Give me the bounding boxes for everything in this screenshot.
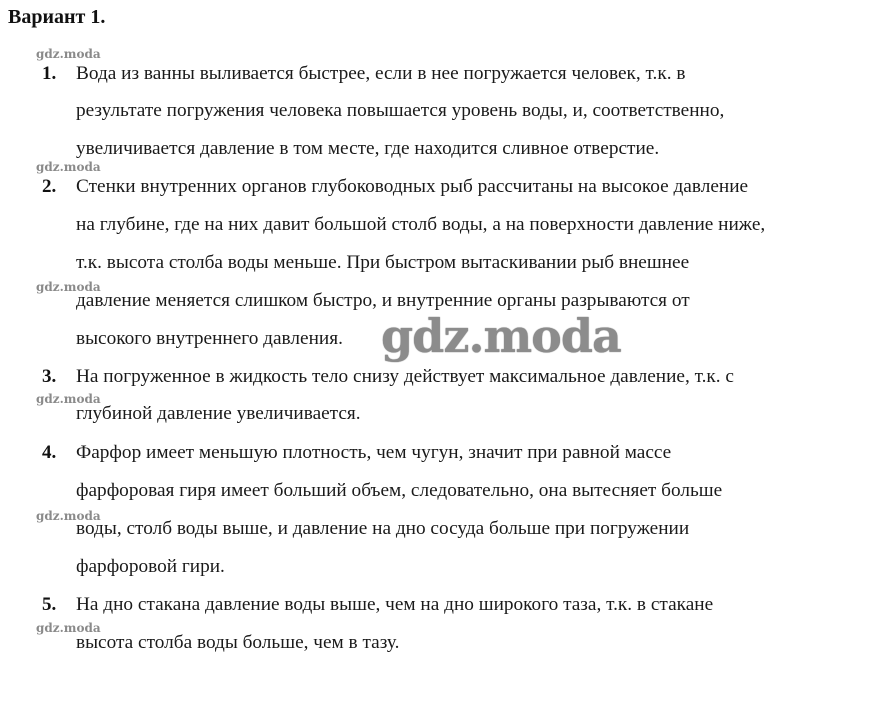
watermark-small: gdz.moda	[36, 621, 101, 635]
item-number: 3.	[42, 366, 57, 387]
watermark-small: gdz.moda	[36, 392, 101, 406]
item-text-line: Стенки внутренних органов глубоководных рыб рассчитаны на высокое давление	[76, 176, 749, 197]
item-number: 5.	[42, 594, 57, 615]
watermark-small: gdz.moda	[36, 509, 101, 523]
item-text-line: высокого внутреннего давления.	[76, 328, 343, 349]
page-title: Вариант 1.	[8, 6, 106, 28]
item-text-line: Фарфор имеет меньшую плотность, чем чугун, значит при равной массе	[76, 442, 672, 463]
item-text-line: давление меняется слишком быстро, и внутренние органы разрываются от	[76, 290, 690, 311]
item-text-line: фарфоровая гиря имеет больший объем, следовательно, она вытесняет больше	[76, 480, 723, 501]
watermark-small: gdz.moda	[36, 47, 101, 61]
item-text-line: высота столба воды больше, чем в тазу.	[76, 632, 400, 653]
item-text-line: Вода из ванны выливается быстрее, если в нее погружается человек, т.к. в	[76, 63, 686, 84]
item-text-line: результате погружения человека повышается уровень воды, и, соответственно,	[76, 100, 725, 121]
item-text-line: увеличивается давление в том месте, где находится сливное отверстие.	[76, 138, 660, 159]
watermark-small: gdz.moda	[36, 160, 101, 174]
item-text-line: На погруженное в жидкость тело снизу действует максимальное давление, т.к. с	[76, 366, 734, 387]
item-text-line: На дно стакана давление воды выше, чем на дно широкого таза, т.к. в стакане	[76, 594, 714, 615]
watermark-big: gdz.moda	[381, 309, 621, 363]
item-text-line: т.к. высота столба воды меньше. При быстром вытаскивании рыб внешнее	[76, 252, 690, 273]
item-text-line: глубиной давление увеличивается.	[76, 403, 361, 424]
item-text-line: на глубине, где на них давит большой столб воды, а на поверхности давление ниже,	[76, 214, 766, 235]
item-number: 4.	[42, 442, 57, 463]
item-text-line: фарфоровой гири.	[76, 556, 225, 577]
item-number: 1.	[42, 63, 57, 84]
item-number: 2.	[42, 176, 57, 197]
item-text-line: воды, столб воды выше, и давление на дно сосуда больше при погружении	[76, 518, 690, 539]
watermark-small: gdz.moda	[36, 280, 101, 294]
